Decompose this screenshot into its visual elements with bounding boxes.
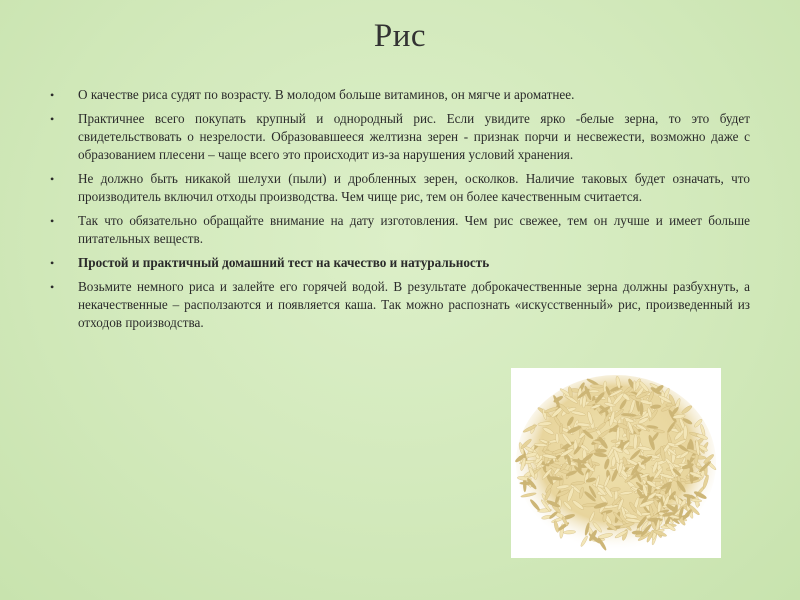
bullet-marker: • [50,112,55,126]
rice-pile-illustration [511,368,721,558]
slide-title: Рис [373,18,427,54]
bullet-item-heading [48,254,750,272]
rice-grain [683,425,687,440]
bullet-text: Простой и практичный домашний тест на качество и натуральность [78,255,490,270]
bullet-marker: • [50,256,55,270]
bullet-text: Не должно быть никакой шелухи (пыли) и дробленных зерен, осколков. Наличие таковых будет означать, что производитель включил отходы производства. Чем чище рис, тем он более качественным считается. [78,171,750,204]
rice-image [511,368,721,558]
bullet-marker: • [50,88,55,102]
rice-grain [632,531,643,535]
bullet-item [48,170,750,206]
rice-grain [640,403,643,416]
bullet-list [48,86,750,338]
bullet-text: Возьмите немного риса и залейте его горячей водой. В результате доброкачественные зерна должны разбухнуть, а некачественные – расползаются и появляется каша. Так можно распознать «искусственный» рис, произведенный из отходов производства. [78,279,750,330]
bullet-marker: • [50,172,55,186]
bullet-text: Практичнее всего покупать крупный и однородный рис. Если увидите ярко -белые зерна, то это будет свидетельствовать о незрелости. Образовавшееся желтизна зерен - признак порчи и несвежести, возможно даже с образованием плесени – чаще всего это происходит из-за нарушения условий хранения. [78,111,750,162]
bullet-text: Так что обязательно обращайте внимание на дату изготовления. Чем рис свежее, тем он лучше и имеет больше питательных веществ. [78,213,750,246]
bullet-item [48,278,750,332]
rice-grain [589,390,599,393]
bullet-text: О качестве риса судят по возрасту. В молодом больше витаминов, он мягче и ароматнее. [78,87,575,102]
bullet-marker: • [50,214,55,228]
bullet-marker: • [50,280,55,294]
rice-grain [687,495,690,507]
rice-grain [620,440,624,450]
rice-grain [633,381,636,392]
rice-grain [595,449,606,453]
bullet-item [48,212,750,248]
bullet-item [48,110,750,164]
bullet-item [48,86,750,104]
